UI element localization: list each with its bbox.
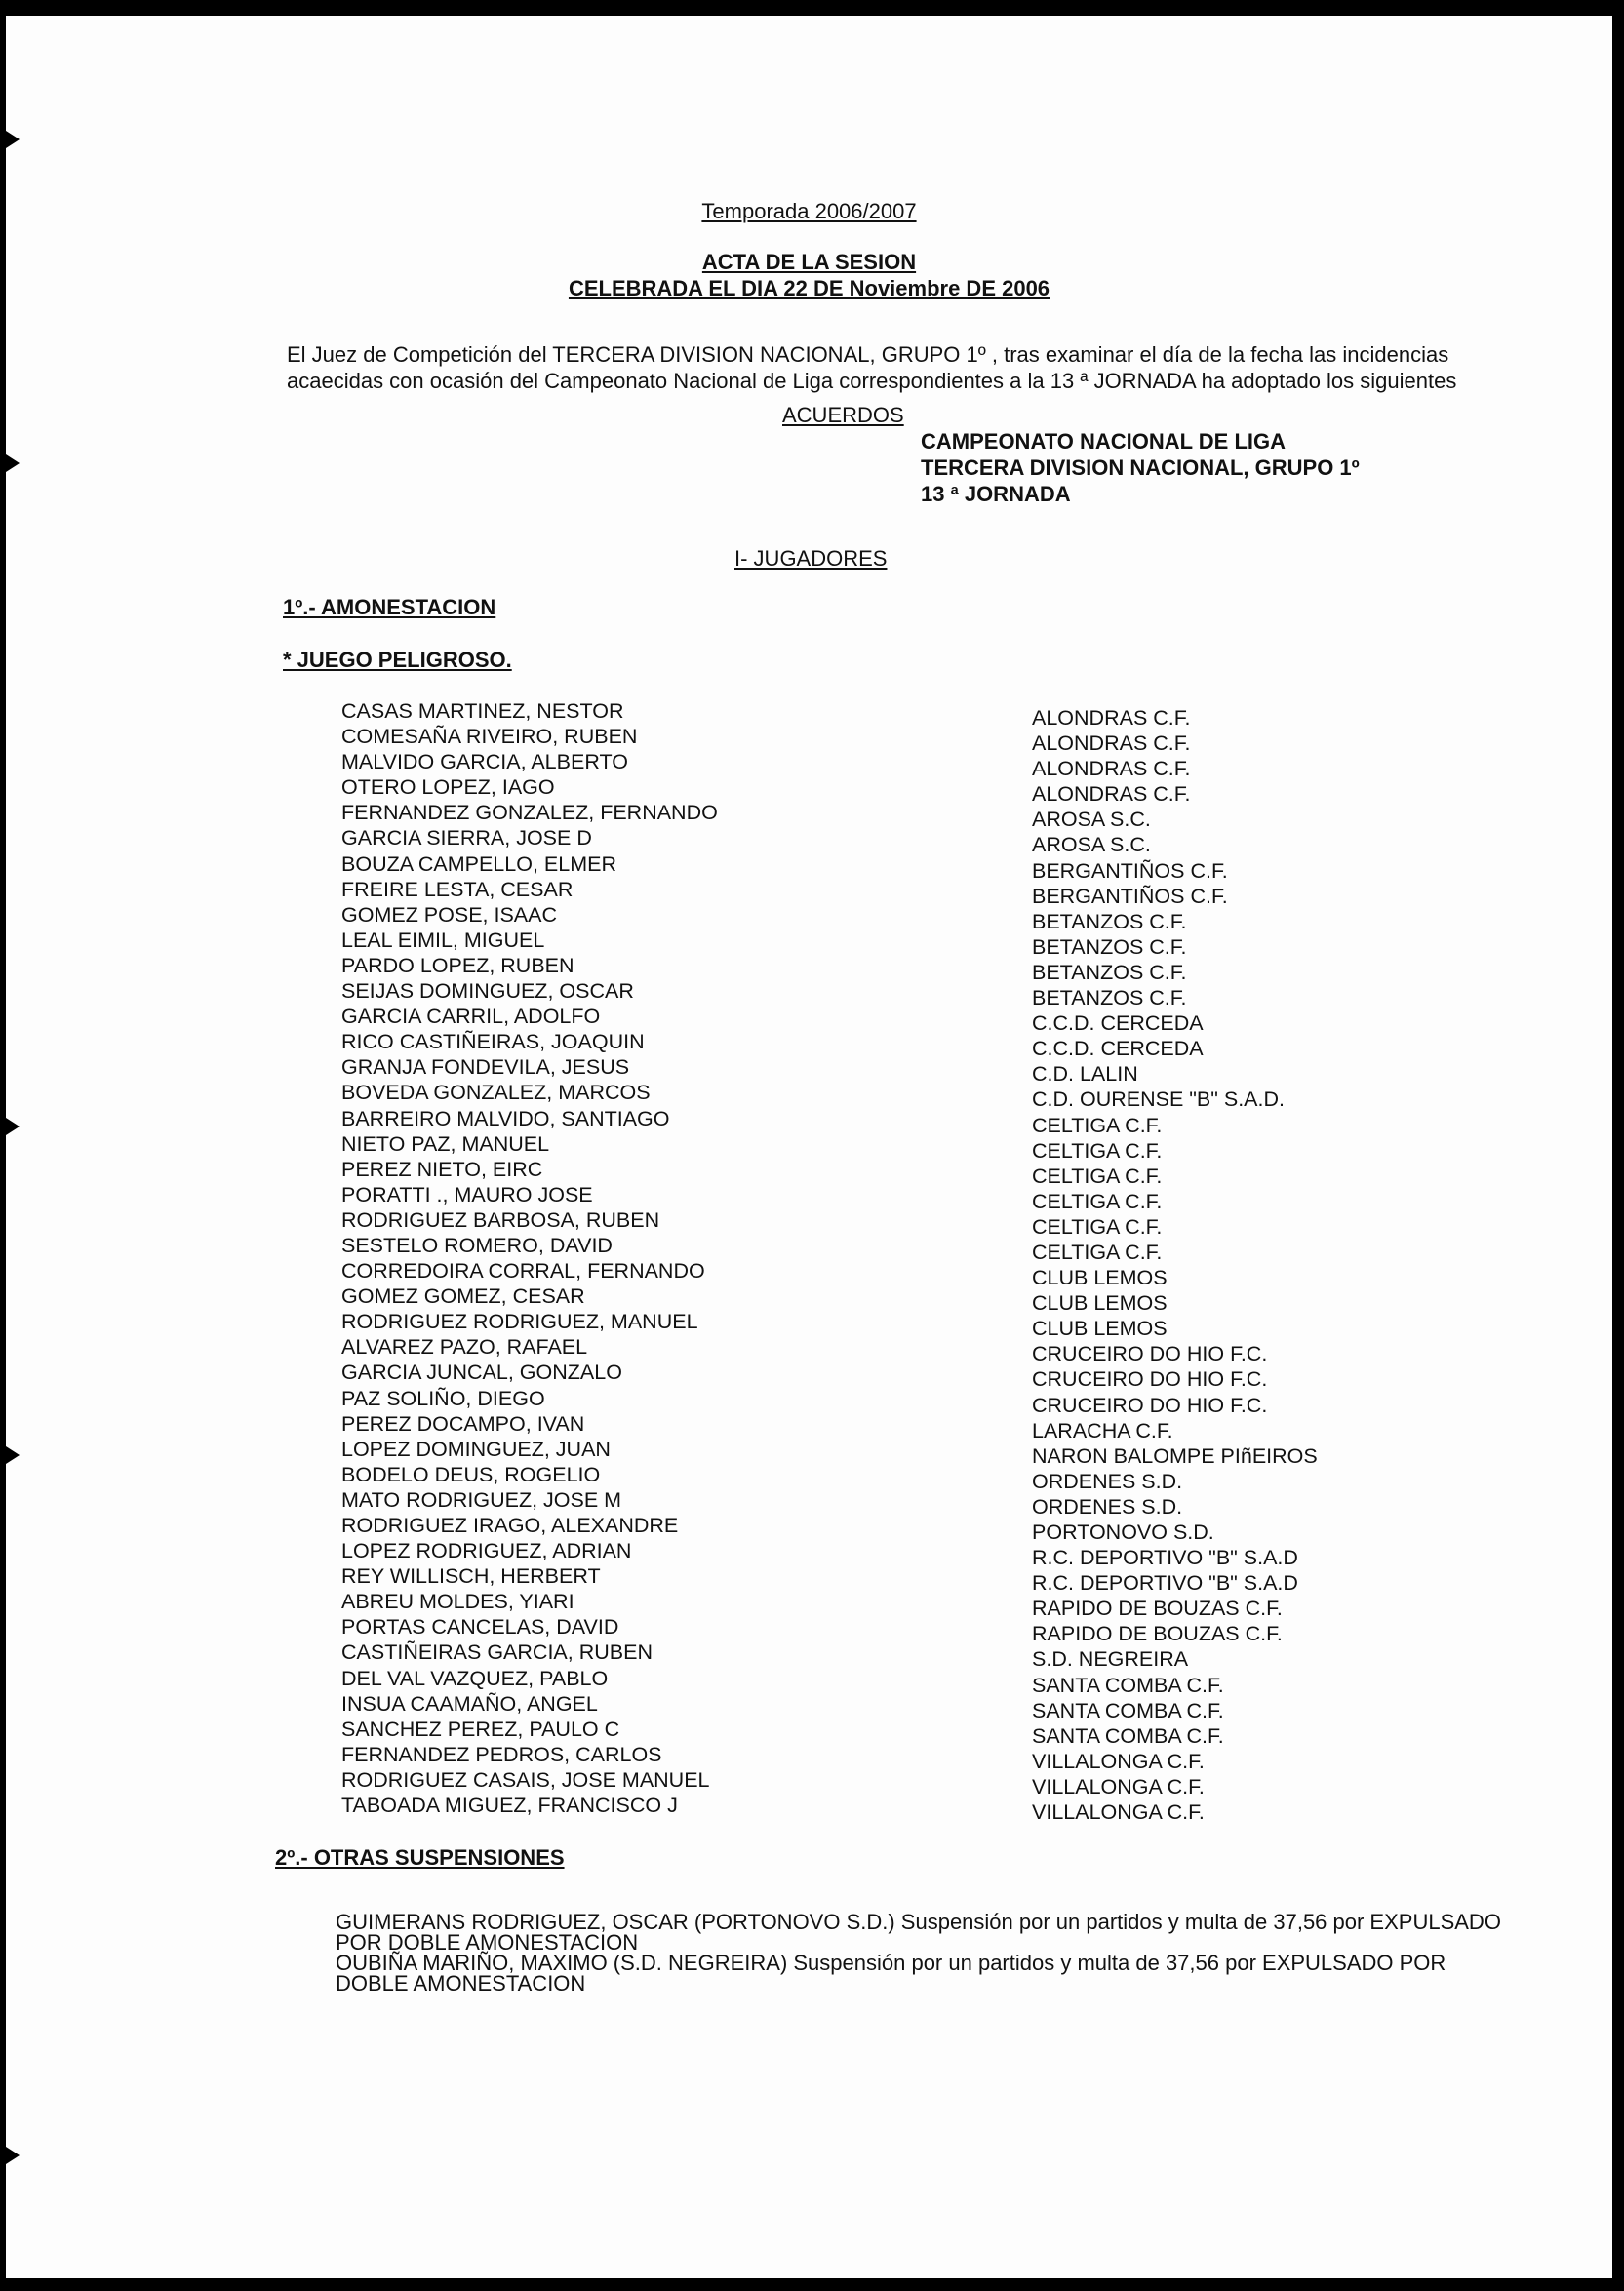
player-name: ALVAREZ PAZO, RAFAEL: [341, 1335, 588, 1360]
player-name: FREIRE LESTA, CESAR: [341, 877, 574, 901]
act-title: ACTA DE LA SESION: [701, 250, 917, 274]
club-name: CELTIGA C.F.: [1032, 1189, 1163, 1213]
competition-name: CAMPEONATO NACIONAL DE LIGA: [921, 429, 1287, 454]
player-name: ABREU MOLDES, YIARI: [341, 1590, 574, 1614]
player-name: PORTAS CANCELAS, DAVID: [341, 1615, 619, 1639]
club-name: C.C.D. CERCEDA: [1032, 1037, 1204, 1061]
player-name: SEIJAS DOMINGUEZ, OSCAR: [341, 979, 634, 1004]
club-name: RAPIDO DE BOUZAS C.F.: [1032, 1622, 1283, 1646]
club-name: CRUCEIRO DO HIO F.C.: [1032, 1342, 1268, 1366]
club-name: VILLALONGA C.F.: [1032, 1800, 1205, 1825]
player-name: CASTIÑEIRAS GARCIA, RUBEN: [341, 1640, 653, 1665]
club-name: ALONDRAS C.F.: [1032, 757, 1191, 781]
player-name: MALVIDO GARCIA, ALBERTO: [341, 750, 628, 774]
club-name: BETANZOS C.F.: [1032, 960, 1187, 984]
scan-notch: [6, 2147, 20, 2164]
player-name: OTERO LOPEZ, IAGO: [341, 775, 555, 800]
clubs-list: [1032, 705, 1318, 1825]
club-name: CELTIGA C.F.: [1032, 1164, 1163, 1188]
club-name: AROSA S.C.: [1032, 808, 1151, 832]
club-name: ORDENES S.D.: [1032, 1469, 1183, 1493]
club-name: BERGANTIÑOS C.F.: [1032, 858, 1228, 883]
intro-line: El Juez de Competición del TERCERA DIVISION NACIONAL, GRUPO 1º , tras examinar el día de la fecha las incidencias: [287, 342, 1449, 367]
player-name: RODRIGUEZ IRAGO, ALEXANDRE: [341, 1514, 679, 1537]
player-name: CASAS MARTINEZ, NESTOR: [341, 699, 624, 723]
player-name: FERNANDEZ GONZALEZ, FERNANDO: [341, 801, 718, 825]
club-name: BETANZOS C.F.: [1032, 934, 1187, 959]
player-name: GARCIA CARRIL, ADOLFO: [341, 1005, 601, 1029]
club-name: CRUCEIRO DO HIO F.C.: [1032, 1393, 1268, 1417]
player-name: MATO RODRIGUEZ, JOSE M: [341, 1487, 622, 1512]
club-name: SANTA COMBA C.F.: [1032, 1698, 1224, 1722]
player-name: GARCIA SIERRA, JOSE D: [341, 826, 592, 850]
player-name: RICO CASTIÑEIRAS, JOAQUIN: [341, 1030, 645, 1054]
acuerdos-heading: ACUERDOS: [782, 403, 904, 427]
club-name: CELTIGA C.F.: [1032, 1138, 1163, 1163]
club-name: LARACHA C.F.: [1032, 1418, 1173, 1442]
season-title: Temporada 2006/2007: [701, 199, 917, 223]
club-name: ORDENES S.D.: [1032, 1494, 1183, 1519]
suspension-line: POR DOBLE AMONESTACION: [336, 1930, 639, 1955]
player-name: FERNANDEZ PEDROS, CARLOS: [341, 1742, 662, 1766]
players-list: [341, 698, 718, 1818]
club-name: SANTA COMBA C.F.: [1032, 1673, 1224, 1697]
player-name: BARREIRO MALVIDO, SANTIAGO: [341, 1106, 670, 1130]
club-name: ALONDRAS C.F.: [1032, 731, 1191, 756]
club-name: C.D. OURENSE "B" S.A.D.: [1032, 1087, 1285, 1112]
club-name: C.C.D. CERCEDA: [1032, 1011, 1204, 1036]
section-title: I- JUGADORES: [734, 546, 888, 571]
club-name: BERGANTIÑOS C.F.: [1032, 884, 1228, 908]
club-name: CLUB LEMOS: [1032, 1291, 1168, 1316]
juego-peligroso-subtitle: * JUEGO PELIGROSO.: [283, 648, 512, 672]
session-date: CELEBRADA EL DIA 22 DE Noviembre DE 2006: [568, 276, 1050, 300]
club-name: RAPIDO DE BOUZAS C.F.: [1032, 1597, 1283, 1621]
club-name: CELTIGA C.F.: [1032, 1240, 1163, 1264]
player-name: LEAL EIMIL, MIGUEL: [341, 928, 545, 952]
player-name: BODELO DEUS, ROGELIO: [341, 1462, 601, 1486]
player-name: GRANJA FONDEVILA, JESUS: [341, 1055, 630, 1080]
club-name: ALONDRAS C.F.: [1032, 706, 1191, 730]
club-name: S.D. NEGREIRA: [1032, 1647, 1189, 1672]
suspension-line: OUBIÑA MARIÑO, MAXIMO (S.D. NEGREIRA) Suspensión por un partidos y multa de 37,56 por EXPULSADO POR: [336, 1951, 1446, 1975]
player-name: PARDO LOPEZ, RUBEN: [341, 953, 574, 977]
player-name: SESTELO ROMERO, DAVID: [341, 1233, 613, 1257]
scan-notch: [6, 1118, 20, 1135]
club-name: BETANZOS C.F.: [1032, 986, 1187, 1010]
club-name: AROSA S.C.: [1032, 833, 1151, 857]
intro-line: acaecidas con ocasión del Campeonato Nacional de Liga correspondientes a la 13 ª JORNADA ha adoptado los siguientes: [287, 369, 1457, 393]
suspensions-list: [336, 1912, 1545, 1994]
club-name: CELTIGA C.F.: [1032, 1113, 1163, 1137]
player-name: DEL VAL VAZQUEZ, PABLO: [341, 1666, 609, 1690]
player-name: GOMEZ GOMEZ, CESAR: [341, 1284, 585, 1309]
scan-notch: [6, 1446, 20, 1464]
scan-notch: [6, 454, 20, 472]
club-name: CRUCEIRO DO HIO F.C.: [1032, 1367, 1268, 1392]
player-name: BOUZA CAMPELLO, ELMER: [341, 851, 616, 876]
otras-suspensiones-title: 2º.- OTRAS SUSPENSIONES: [275, 1845, 565, 1870]
player-name: LOPEZ DOMINGUEZ, JUAN: [341, 1437, 611, 1461]
amonestacion-title: 1º.- AMONESTACION: [283, 595, 496, 619]
competition-round: 13 ª JORNADA: [921, 482, 1071, 506]
club-name: SANTA COMBA C.F.: [1032, 1723, 1224, 1748]
player-name: COMESAÑA RIVEIRO, RUBEN: [341, 725, 638, 749]
suspension-line: DOBLE AMONESTACION: [336, 1971, 586, 1995]
suspension-line: GUIMERANS RODRIGUEZ, OSCAR (PORTONOVO S.D.) Suspensión por un partidos y multa de 37,56 por EXPULSADO: [336, 1910, 1501, 1934]
player-name: PEREZ NIETO, EIRC: [341, 1157, 543, 1181]
player-name: INSUA CAAMAÑO, ANGEL: [341, 1691, 598, 1716]
player-name: CORREDOIRA CORRAL, FERNANDO: [341, 1259, 705, 1284]
player-name: RODRIGUEZ BARBOSA, RUBEN: [341, 1207, 660, 1232]
player-name: SANCHEZ PEREZ, PAULO C: [341, 1717, 620, 1741]
intro-paragraph: [287, 341, 1496, 394]
player-name: RODRIGUEZ CASAIS, JOSE MANUEL: [341, 1767, 710, 1792]
player-name: PORATTI ., MAURO JOSE: [341, 1182, 593, 1206]
club-name: R.C. DEPORTIVO "B" S.A.D: [1032, 1571, 1298, 1596]
club-name: CLUB LEMOS: [1032, 1266, 1168, 1290]
club-name: PORTONOVO S.D.: [1032, 1521, 1214, 1544]
player-name: TABOADA MIGUEZ, FRANCISCO J: [341, 1794, 678, 1818]
player-name: NIETO PAZ, MANUEL: [341, 1131, 550, 1156]
club-name: NARON BALOMPE PIñEIROS: [1032, 1443, 1318, 1468]
club-name: CELTIGA C.F.: [1032, 1214, 1163, 1239]
player-name: BOVEDA GONZALEZ, MARCOS: [341, 1081, 651, 1105]
player-name: GOMEZ POSE, ISAAC: [341, 902, 558, 927]
player-name: GARCIA JUNCAL, GONZALO: [341, 1361, 622, 1385]
player-name: RODRIGUEZ RODRIGUEZ, MANUEL: [341, 1310, 698, 1334]
scan-notch: [6, 131, 20, 148]
club-name: ALONDRAS C.F.: [1032, 782, 1191, 807]
player-name: PEREZ DOCAMPO, IVAN: [341, 1411, 585, 1436]
player-name: LOPEZ RODRIGUEZ, ADRIAN: [341, 1539, 632, 1563]
club-name: CLUB LEMOS: [1032, 1317, 1168, 1341]
club-name: R.C. DEPORTIVO "B" S.A.D: [1032, 1546, 1298, 1570]
club-name: VILLALONGA C.F.: [1032, 1774, 1205, 1798]
document-page: [6, 16, 1612, 2278]
club-name: VILLALONGA C.F.: [1032, 1749, 1205, 1773]
club-name: BETANZOS C.F.: [1032, 909, 1187, 933]
competition-division: TERCERA DIVISION NACIONAL, GRUPO 1º: [921, 455, 1360, 480]
club-name: C.D. LALIN: [1032, 1062, 1138, 1086]
player-name: REY WILLISCH, HERBERT: [341, 1564, 601, 1589]
player-name: PAZ SOLIÑO, DIEGO: [341, 1386, 545, 1410]
